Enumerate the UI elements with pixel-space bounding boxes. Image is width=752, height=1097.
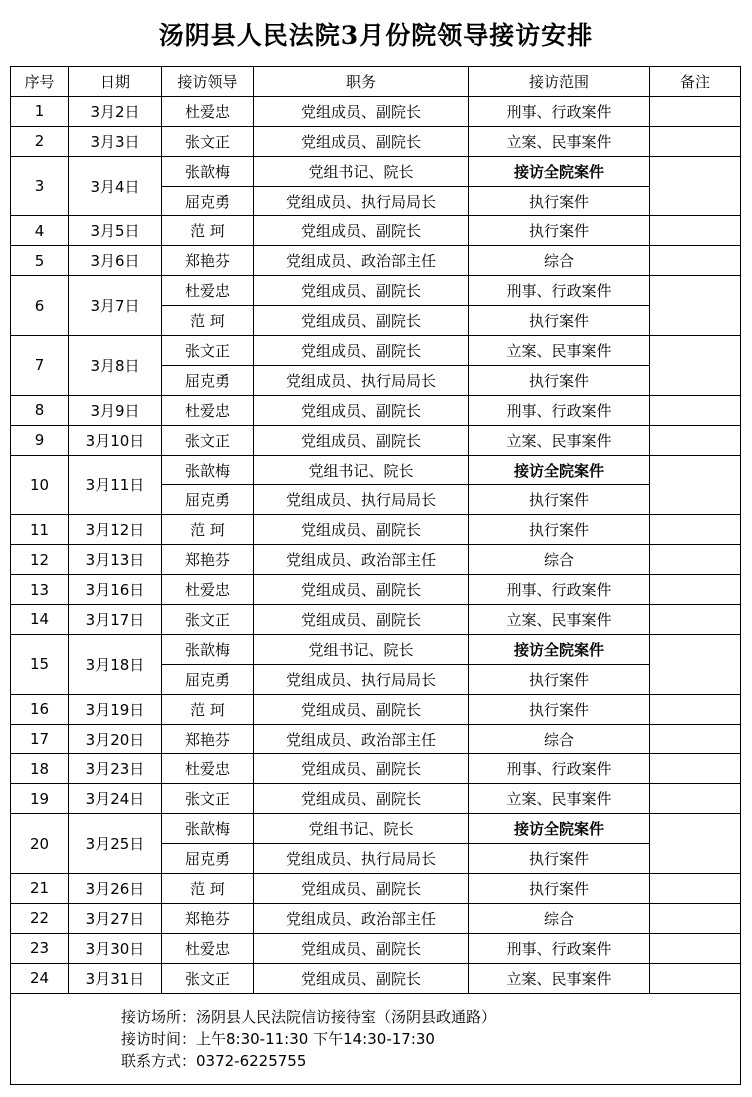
row-leader: 杜爱忠 [162, 96, 254, 126]
row-number: 4 [11, 216, 69, 246]
row-leader: 张文正 [162, 605, 254, 635]
schedule-body [11, 96, 741, 993]
row-position: 党组成员、政治部主任 [254, 545, 469, 575]
row-scope: 刑事、行政案件 [469, 933, 650, 963]
row-scope: 执行案件 [469, 485, 650, 515]
table-row [11, 395, 741, 425]
row-scope: 立案、民事案件 [469, 784, 650, 814]
row-remarks [650, 634, 741, 694]
row-date: 3月6日 [69, 246, 162, 276]
row-scope: 接访全院案件 [469, 814, 650, 844]
footer-cell [11, 993, 741, 1084]
row-leader: 张文正 [162, 126, 254, 156]
row-remarks [650, 724, 741, 754]
row-scope: 综合 [469, 724, 650, 754]
row-date: 3月25日 [69, 814, 162, 874]
row-remarks [650, 545, 741, 575]
row-number: 12 [11, 545, 69, 575]
row-scope: 接访全院案件 [469, 455, 650, 485]
table-row [11, 724, 741, 754]
row-leader: 张歆梅 [162, 634, 254, 664]
footer-time: 接访时间：上午8:30-11:30 下午14:30-17:30 [121, 1029, 435, 1048]
row-scope: 接访全院案件 [469, 156, 650, 186]
header-cell-position: 职务 [254, 67, 469, 97]
row-position: 党组成员、副院长 [254, 395, 469, 425]
row-date: 3月8日 [69, 336, 162, 396]
row-scope: 刑事、行政案件 [469, 276, 650, 306]
row-leader: 屈克勇 [162, 664, 254, 694]
table-row [11, 605, 741, 635]
row-number: 18 [11, 754, 69, 784]
footer-location: 接访场所：汤阴县人民法院信访接待室（汤阴县政通路） [121, 1007, 497, 1026]
row-position: 党组成员、执行局局长 [254, 485, 469, 515]
row-leader: 张歆梅 [162, 814, 254, 844]
row-scope: 刑事、行政案件 [469, 96, 650, 126]
row-date: 3月4日 [69, 156, 162, 216]
row-remarks [650, 903, 741, 933]
row-position: 党组成员、副院长 [254, 963, 469, 993]
footer-row [11, 993, 741, 1084]
row-date: 3月31日 [69, 963, 162, 993]
row-scope: 执行案件 [469, 216, 650, 246]
row-position: 党组书记、院长 [254, 455, 469, 485]
row-position: 党组成员、副院长 [254, 754, 469, 784]
table-row [11, 515, 741, 545]
row-date: 3月24日 [69, 784, 162, 814]
table-row [11, 754, 741, 784]
row-scope: 执行案件 [469, 186, 650, 216]
row-position: 党组成员、副院长 [254, 933, 469, 963]
row-position: 党组书记、院长 [254, 156, 469, 186]
row-leader: 屈克勇 [162, 485, 254, 515]
row-number: 23 [11, 933, 69, 963]
row-leader: 郑艳芬 [162, 545, 254, 575]
row-position: 党组书记、院长 [254, 634, 469, 664]
row-remarks [650, 784, 741, 814]
row-scope: 综合 [469, 903, 650, 933]
row-number: 13 [11, 575, 69, 605]
row-position: 党组成员、副院长 [254, 336, 469, 366]
row-leader: 张文正 [162, 963, 254, 993]
row-remarks [650, 216, 741, 246]
row-remarks [650, 515, 741, 545]
row-position: 党组成员、副院长 [254, 515, 469, 545]
row-remarks [650, 694, 741, 724]
row-position: 党组成员、副院长 [254, 306, 469, 336]
row-remarks [650, 156, 741, 216]
table-row [11, 575, 741, 605]
row-leader: 屈克勇 [162, 365, 254, 395]
table-row [11, 545, 741, 575]
row-number: 17 [11, 724, 69, 754]
row-scope: 综合 [469, 246, 650, 276]
row-remarks [650, 425, 741, 455]
row-position: 党组成员、政治部主任 [254, 724, 469, 754]
row-leader: 郑艳芬 [162, 246, 254, 276]
table-row [11, 784, 741, 814]
row-scope: 执行案件 [469, 664, 650, 694]
row-scope: 立案、民事案件 [469, 336, 650, 366]
row-scope: 刑事、行政案件 [469, 395, 650, 425]
row-leader: 杜爱忠 [162, 276, 254, 306]
row-number: 7 [11, 336, 69, 396]
row-leader: 屈克勇 [162, 844, 254, 874]
row-leader: 杜爱忠 [162, 933, 254, 963]
row-number: 2 [11, 126, 69, 156]
row-date: 3月27日 [69, 903, 162, 933]
table-row [11, 814, 741, 844]
row-date: 3月30日 [69, 933, 162, 963]
row-remarks [650, 874, 741, 904]
row-position: 党组成员、执行局局长 [254, 365, 469, 395]
schedule-table [10, 66, 741, 1085]
row-leader: 张文正 [162, 425, 254, 455]
row-leader: 杜爱忠 [162, 754, 254, 784]
row-leader: 范 珂 [162, 694, 254, 724]
row-position: 党组成员、政治部主任 [254, 246, 469, 276]
row-leader: 杜爱忠 [162, 575, 254, 605]
row-scope: 立案、民事案件 [469, 963, 650, 993]
row-number: 11 [11, 515, 69, 545]
row-position: 党组成员、执行局局长 [254, 186, 469, 216]
row-number: 15 [11, 634, 69, 694]
row-position: 党组成员、副院长 [254, 126, 469, 156]
row-scope: 立案、民事案件 [469, 425, 650, 455]
row-remarks [650, 336, 741, 396]
table-row [11, 903, 741, 933]
row-number: 14 [11, 605, 69, 635]
row-scope: 执行案件 [469, 844, 650, 874]
row-remarks [650, 246, 741, 276]
row-date: 3月3日 [69, 126, 162, 156]
row-remarks [650, 455, 741, 515]
row-position: 党组成员、执行局局长 [254, 844, 469, 874]
row-leader: 范 珂 [162, 306, 254, 336]
table-row [11, 963, 741, 993]
row-leader: 张文正 [162, 784, 254, 814]
row-number: 8 [11, 395, 69, 425]
row-number: 22 [11, 903, 69, 933]
row-scope: 立案、民事案件 [469, 605, 650, 635]
row-position: 党组成员、副院长 [254, 784, 469, 814]
row-date: 3月5日 [69, 216, 162, 246]
row-date: 3月11日 [69, 455, 162, 515]
row-remarks [650, 575, 741, 605]
row-scope: 执行案件 [469, 874, 650, 904]
row-remarks [650, 276, 741, 336]
table-row [11, 933, 741, 963]
row-leader: 范 珂 [162, 216, 254, 246]
row-number: 19 [11, 784, 69, 814]
table-row [11, 634, 741, 664]
row-number: 5 [11, 246, 69, 276]
row-number: 16 [11, 694, 69, 724]
table-row [11, 276, 741, 306]
row-number: 3 [11, 156, 69, 216]
row-position: 党组成员、副院长 [254, 425, 469, 455]
row-position: 党组成员、执行局局长 [254, 664, 469, 694]
row-remarks [650, 96, 741, 126]
table-row [11, 455, 741, 485]
row-position: 党组书记、院长 [254, 814, 469, 844]
row-leader: 张歆梅 [162, 455, 254, 485]
header-cell-remarks: 备注 [650, 67, 741, 97]
row-scope: 刑事、行政案件 [469, 575, 650, 605]
table-row [11, 246, 741, 276]
row-remarks [650, 126, 741, 156]
row-number: 1 [11, 96, 69, 126]
row-leader: 郑艳芬 [162, 903, 254, 933]
header-cell-scope: 接访范围 [469, 67, 650, 97]
row-scope: 执行案件 [469, 365, 650, 395]
row-scope: 接访全院案件 [469, 634, 650, 664]
row-scope: 执行案件 [469, 694, 650, 724]
row-date: 3月23日 [69, 754, 162, 784]
row-date: 3月13日 [69, 545, 162, 575]
row-date: 3月17日 [69, 605, 162, 635]
row-position: 党组成员、副院长 [254, 605, 469, 635]
row-position: 党组成员、副院长 [254, 694, 469, 724]
row-number: 21 [11, 874, 69, 904]
row-date: 3月10日 [69, 425, 162, 455]
row-position: 党组成员、副院长 [254, 575, 469, 605]
row-position: 党组成员、副院长 [254, 276, 469, 306]
row-number: 20 [11, 814, 69, 874]
row-date: 3月16日 [69, 575, 162, 605]
row-date: 3月12日 [69, 515, 162, 545]
row-date: 3月20日 [69, 724, 162, 754]
row-leader: 张文正 [162, 336, 254, 366]
row-position: 党组成员、副院长 [254, 874, 469, 904]
row-date: 3月2日 [69, 96, 162, 126]
row-position: 党组成员、副院长 [254, 96, 469, 126]
header-cell-date: 日期 [69, 67, 162, 97]
row-date: 3月18日 [69, 634, 162, 694]
row-leader: 范 珂 [162, 874, 254, 904]
row-scope: 立案、民事案件 [469, 126, 650, 156]
header-row [11, 67, 741, 97]
table-row [11, 126, 741, 156]
row-scope: 刑事、行政案件 [469, 754, 650, 784]
row-number: 9 [11, 425, 69, 455]
row-remarks [650, 933, 741, 963]
table-row [11, 156, 741, 186]
row-scope: 综合 [469, 545, 650, 575]
row-date: 3月9日 [69, 395, 162, 425]
row-number: 10 [11, 455, 69, 515]
row-date: 3月19日 [69, 694, 162, 724]
row-remarks [650, 754, 741, 784]
row-position: 党组成员、副院长 [254, 216, 469, 246]
row-date: 3月26日 [69, 874, 162, 904]
row-remarks [650, 605, 741, 635]
header-cell-leader: 接访领导 [162, 67, 254, 97]
row-leader: 杜爱忠 [162, 395, 254, 425]
row-leader: 郑艳芬 [162, 724, 254, 754]
row-remarks [650, 963, 741, 993]
footer-info [11, 994, 740, 1072]
table-row [11, 96, 741, 126]
table-row [11, 425, 741, 455]
row-remarks [650, 814, 741, 874]
row-leader: 屈克勇 [162, 186, 254, 216]
page-title: 汤阴县人民法院3月份院领导接访安排 [158, 21, 594, 50]
row-position: 党组成员、政治部主任 [254, 903, 469, 933]
row-scope: 执行案件 [469, 306, 650, 336]
table-row [11, 216, 741, 246]
footer-contact: 联系方式：0372-6225755 [121, 1051, 307, 1070]
row-scope: 执行案件 [469, 515, 650, 545]
row-date: 3月7日 [69, 276, 162, 336]
header-cell-no: 序号 [11, 67, 69, 97]
table-row [11, 694, 741, 724]
row-leader: 张歆梅 [162, 156, 254, 186]
table-row [11, 874, 741, 904]
row-leader: 范 珂 [162, 515, 254, 545]
row-remarks [650, 395, 741, 425]
row-number: 6 [11, 276, 69, 336]
row-number: 24 [11, 963, 69, 993]
table-row [11, 336, 741, 366]
